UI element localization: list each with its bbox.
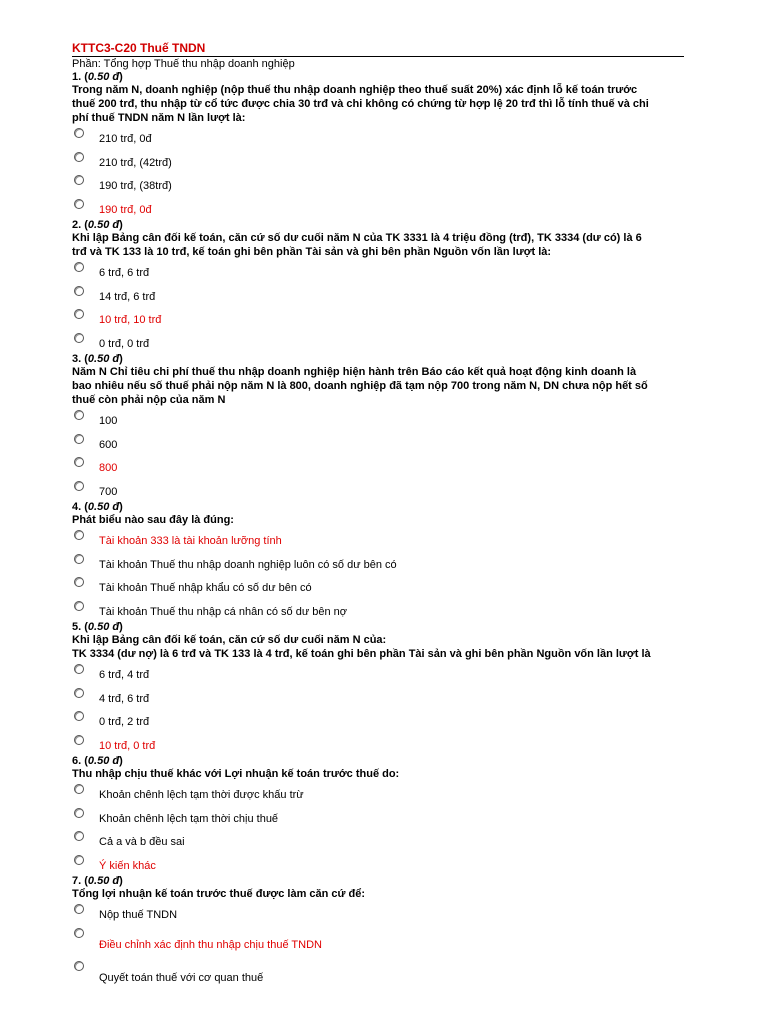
answer-label: Quyết toán thuế với cơ quan thuế bbox=[99, 971, 264, 984]
question-block bbox=[72, 755, 687, 875]
answer-label: 6 trđ, 6 trđ bbox=[99, 267, 150, 279]
question-number: 6. bbox=[72, 755, 82, 767]
question-header: 5. (0.50 đ) bbox=[72, 621, 123, 633]
answer-label: Tài khoản Thuế nhập khẩu có số dư bên có bbox=[99, 582, 312, 594]
correct-answer-label: Ý kiến khác bbox=[99, 859, 156, 872]
answer-label: Tài khoản Thuế thu nhập cá nhân có số dư bên nợ bbox=[99, 605, 347, 618]
correct-answer-label: Tài khoản 333 là tài khoản lưỡng tính bbox=[99, 535, 282, 547]
answer-label: Nộp thuế TNDN bbox=[99, 909, 178, 921]
radio-button[interactable] bbox=[74, 262, 84, 272]
question-points: 0.50 đ bbox=[87, 219, 120, 231]
answer-option[interactable] bbox=[72, 172, 687, 196]
question-points: 0.50 đ bbox=[87, 875, 120, 887]
answer-option[interactable] bbox=[72, 454, 687, 478]
answer-option[interactable] bbox=[72, 901, 687, 925]
radio-button[interactable] bbox=[74, 664, 84, 674]
radio-button[interactable] bbox=[74, 457, 84, 467]
question-points: 0.50 đ bbox=[87, 71, 120, 83]
question-number: 2. bbox=[72, 219, 82, 231]
answer-option[interactable] bbox=[72, 149, 687, 173]
answer-option[interactable] bbox=[72, 732, 687, 756]
answer-option[interactable] bbox=[72, 574, 687, 598]
answer-label: 190 trđ, (38trđ) bbox=[99, 180, 172, 192]
question-points: 0.50 đ bbox=[87, 621, 120, 633]
radio-button[interactable] bbox=[74, 286, 84, 296]
question-text: thuế 200 trđ, thu nhập từ cổ tức được chia 30 trđ và chi không có chứng từ hợp lệ 20 trđ thì lỗ tính thuế và chi bbox=[72, 98, 649, 110]
question-block bbox=[72, 219, 687, 353]
answer-option[interactable] bbox=[72, 527, 687, 551]
answer-option[interactable] bbox=[72, 925, 687, 958]
radio-button[interactable] bbox=[74, 481, 84, 491]
answer-option[interactable] bbox=[72, 478, 687, 502]
answer-option[interactable] bbox=[72, 196, 687, 220]
question-number: 7. bbox=[72, 875, 82, 887]
radio-button[interactable] bbox=[74, 333, 84, 343]
question-number: 5. bbox=[72, 621, 82, 633]
question-text: Khi lập Bảng cân đối kế toán, căn cứ số dư cuối năm N của: bbox=[72, 634, 387, 646]
answer-label: Tài khoản Thuế thu nhập doanh nghiệp luôn có số dư bên có bbox=[99, 558, 397, 571]
answer-option[interactable] bbox=[72, 306, 687, 330]
answer-label: 600 bbox=[99, 438, 118, 451]
answer-option[interactable] bbox=[72, 125, 687, 149]
radio-button[interactable] bbox=[74, 434, 84, 444]
answer-option[interactable] bbox=[72, 781, 687, 805]
answer-label: 0 trđ, 2 trđ bbox=[99, 716, 150, 728]
radio-button[interactable] bbox=[74, 784, 84, 794]
answer-option[interactable] bbox=[72, 685, 687, 709]
question-block bbox=[72, 353, 687, 501]
question-header: 6. (0.50 đ) bbox=[72, 755, 123, 767]
question-number: 4. bbox=[72, 501, 82, 513]
answer-label: 6 trđ, 4 trđ bbox=[99, 669, 150, 681]
question-text: Năm N Chỉ tiêu chi phí thuế thu nhập doanh nghiệp hiện hành trên Báo cáo kết quả hoạt động kinh doanh là bbox=[72, 366, 637, 378]
question-header: 1. (0.50 đ) bbox=[72, 71, 123, 83]
answer-option[interactable] bbox=[72, 708, 687, 732]
radio-button[interactable] bbox=[74, 961, 84, 971]
correct-answer-label: 10 trđ, 0 trđ bbox=[99, 739, 156, 752]
answer-label: Khoản chênh lệch tạm thời chịu thuế bbox=[99, 812, 279, 825]
radio-button[interactable] bbox=[74, 410, 84, 420]
answer-label: Khoản chênh lệch tạm thời được khấu trừ bbox=[99, 789, 304, 801]
section-heading: Phần: Tổng hợp Thuế thu nhập doanh nghiệp bbox=[72, 58, 295, 70]
correct-answer-label: 190 trđ, 0đ bbox=[99, 203, 152, 216]
correct-answer-label: Điều chỉnh xác định thu nhập chịu thuế TNDN bbox=[99, 938, 322, 951]
radio-button[interactable] bbox=[74, 309, 84, 319]
answer-label: 210 trđ, (42trđ) bbox=[99, 156, 172, 169]
radio-button[interactable] bbox=[74, 152, 84, 162]
question-header: 3. (0.50 đ) bbox=[72, 353, 123, 365]
radio-button[interactable] bbox=[74, 554, 84, 564]
question-list bbox=[72, 71, 687, 991]
radio-button[interactable] bbox=[74, 128, 84, 138]
radio-button[interactable] bbox=[74, 831, 84, 841]
question-text: Trong năm N, doanh nghiệp (nộp thuế thu nhập doanh nghiệp theo thuế suất 20%) xác định lỗ kế toán trước bbox=[72, 84, 638, 96]
question-number: 3. bbox=[72, 353, 82, 365]
question-points: 0.50 đ bbox=[87, 501, 120, 513]
question-block bbox=[72, 71, 687, 219]
question-header: 2. (0.50 đ) bbox=[72, 219, 123, 231]
radio-button[interactable] bbox=[74, 735, 84, 745]
radio-button[interactable] bbox=[74, 601, 84, 611]
answer-option[interactable] bbox=[72, 259, 687, 283]
title-divider bbox=[72, 56, 684, 57]
radio-button[interactable] bbox=[74, 904, 84, 914]
answer-option[interactable] bbox=[72, 330, 687, 354]
answer-option[interactable] bbox=[72, 661, 687, 685]
correct-answer-label: 800 bbox=[99, 462, 118, 474]
radio-button[interactable] bbox=[74, 688, 84, 698]
radio-button[interactable] bbox=[74, 175, 84, 185]
answer-option[interactable] bbox=[72, 551, 687, 575]
question-points: 0.50 đ bbox=[87, 755, 120, 767]
radio-button[interactable] bbox=[74, 199, 84, 209]
answer-option[interactable] bbox=[72, 283, 687, 307]
answer-label: 0 trđ, 0 trđ bbox=[99, 337, 150, 350]
answer-option[interactable] bbox=[72, 828, 687, 852]
question-text: bao nhiêu nếu số thuế phải nộp năm N là 800, doanh nghiệp đã tạm nộp 700 trong năm N, DN chưa nộp hết số bbox=[72, 380, 648, 392]
document-title: KTTC3-C20 Thuế TNDN bbox=[72, 41, 206, 55]
question-header: 4. (0.50 đ) bbox=[72, 501, 123, 513]
question-text: trđ và TK 133 là 10 trđ, kế toán ghi bên phần Tài sản và ghi bên phần Nguồn vốn lần lượt là: bbox=[72, 246, 552, 258]
question-text: Tổng lợi nhuận kế toán trước thuế được làm căn cứ để: bbox=[72, 888, 366, 900]
correct-answer-label: 10 trđ, 10 trđ bbox=[99, 314, 162, 326]
answer-label: 100 bbox=[99, 415, 118, 427]
radio-button[interactable] bbox=[74, 577, 84, 587]
question-points: 0.50 đ bbox=[87, 353, 120, 365]
radio-button[interactable] bbox=[74, 855, 84, 865]
question-text: thuế còn phải nộp của năm N bbox=[72, 394, 226, 406]
answer-option[interactable] bbox=[72, 805, 687, 829]
radio-button[interactable] bbox=[74, 808, 84, 818]
question-block bbox=[72, 621, 687, 755]
answer-option[interactable] bbox=[72, 598, 687, 622]
answer-label: 210 trđ, 0đ bbox=[99, 133, 152, 145]
answer-label: 4 trđ, 6 trđ bbox=[99, 692, 150, 705]
answer-label: 700 bbox=[99, 485, 118, 498]
question-text: Khi lập Bảng cân đối kế toán, căn cứ số dư cuối năm N của TK 3331 là 4 triệu đồng (trđ), TK 3334 (dư có) là 6 bbox=[72, 232, 642, 244]
answer-option[interactable] bbox=[72, 852, 687, 876]
question-block bbox=[72, 501, 687, 621]
question-block bbox=[72, 875, 687, 991]
question-header: 7. (0.50 đ) bbox=[72, 875, 123, 887]
question-text: Phát biểu nào sau đây là đúng: bbox=[72, 514, 234, 526]
answer-option[interactable] bbox=[72, 407, 687, 431]
radio-button[interactable] bbox=[74, 530, 84, 540]
answer-option[interactable] bbox=[72, 958, 687, 991]
question-text: Thu nhập chịu thuế khác với Lợi nhuận kế toán trước thuế do: bbox=[72, 768, 400, 780]
document-page bbox=[72, 41, 687, 991]
question-number: 1. bbox=[72, 71, 82, 83]
question-text: phí thuế TNDN năm N lần lượt là: bbox=[72, 112, 246, 124]
answer-label: Cả a và b đều sai bbox=[99, 836, 185, 848]
answer-label: 14 trđ, 6 trđ bbox=[99, 290, 156, 303]
answer-option[interactable] bbox=[72, 431, 687, 455]
question-text: TK 3334 (dư nợ) là 6 trđ và TK 133 là 4 trđ, kế toán ghi bên phần Tài sản và ghi bên phần Nguồn vốn lần lượt là bbox=[72, 648, 651, 660]
radio-button[interactable] bbox=[74, 928, 84, 938]
radio-button[interactable] bbox=[74, 711, 84, 721]
